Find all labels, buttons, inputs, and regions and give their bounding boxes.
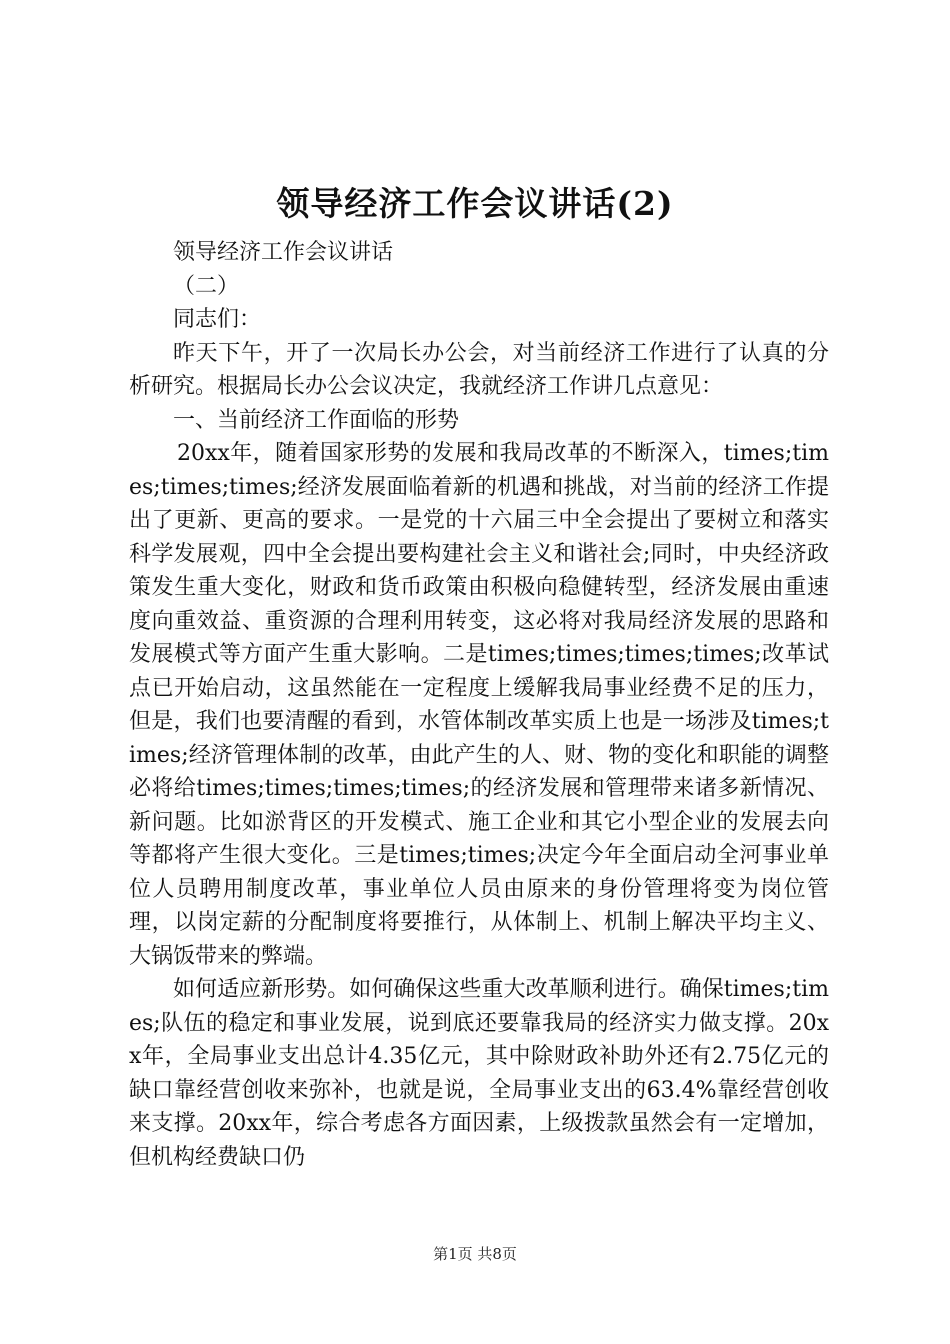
paragraph-situation: 20xx年，随着国家形势的发展和我局改革的不断深入，times;times;times;times;经济发展面临着新的机遇和挑战，对当前的经济工作提出了更新、更高的要求。一是党的十六届三中全会提出了要树立和落实科学发展观，四中全会提出要构建社会主义和谐社会;同时，中央经济政策发生重大变化，财政和货币政策由积极向稳健转型，经济发展由重速度向重效益、重资源的合理利用转变，这必将对我局经济发展的思路和发展模式等方面产生重大影响。二是times;times;times;times;改革试点已开始启动，这虽然能在一定程度上缓解我局事业经费不足的压力，但是，我们也要清醒的看到，水管体制改革实质上也是一场涉及times;times;经济管理体制的改革，由此产生的人、财、物的变化和职能的调整必将给times;times;times;times;的经济发展和管理带来诸多新情况、新问题。比如淤背区的开发模式、施工企业和其它小型企业的发展去向等都将产生很大变化。三是times;times;决定今年全面启动全河事业单位人员聘用制度改革，事业单位人员由原来的身份管理将变为岗位管理，以岗定薪的分配制度将要推行，从体制上、机制上解决平均主义、大锅饭带来的弊端。 <box>129 441 829 969</box>
document-body <box>129 236 829 1174</box>
section-heading: 一、当前经济工作面临的形势 <box>173 407 460 433</box>
paragraph-intro: 昨天下午，开了一次局长办公会，对当前经济工作进行了认真的分析研究。根据局长办公会议决定，我就经济工作讲几点意见： <box>129 340 829 399</box>
paragraph-salutation: 同志们： <box>173 307 262 332</box>
page-footer: 第1页 共8页 <box>433 1245 517 1263</box>
paragraph-subtitle: 领导经济工作会议讲话 <box>173 240 394 265</box>
paragraph-adaptation: 如何适应新形势。如何确保这些重大改革顺利进行。确保times;times;队伍的稳定和事业发展，说到底还要靠我局的经济实力做支撑。20xx年，全局事业支出总计4.35亿元，其中除财政补助外还有2.75亿元的缺口靠经营创收来弥补，也就是说，全局事业支出的63.4%靠经营创收来支撑。20xx年，综合考虑各方面因素，上级拨款虽然会有一定增加，但机构经费缺口仍 <box>129 977 829 1170</box>
paragraph-part-number: （二） <box>173 273 240 299</box>
document-title: 领导经济工作会议讲话(2) <box>276 184 674 223</box>
